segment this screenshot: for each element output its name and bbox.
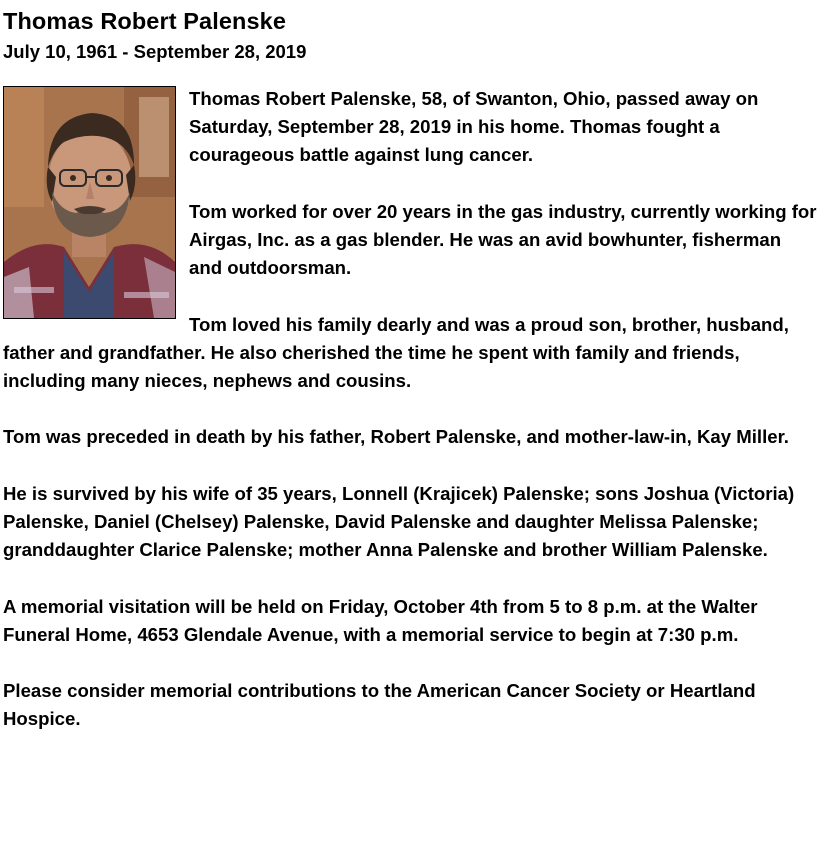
life-dates: July 10, 1961 - September 28, 2019: [3, 41, 307, 62]
paragraph: Tom loved his family dearly and was a proud son, brother, husband, father and grandfather. He also cherished the time he spent with family and friends, including many nieces, nephews and cousins.: [3, 313, 789, 391]
paragraph: Thomas Robert Palenske, 58, of Swanton, Ohio, passed away on Saturday, September 28, 2019 in his home. Thomas fought a courageous battle against lung cancer.: [189, 88, 759, 166]
paragraph: He is survived by his wife of 35 years, Lonnell (Krajicek) Palenske; sons Joshua (Victoria) Palenske, Daniel (Chelsey) Palenske, David Palenske and daughter Melissa Palenske; granddaughter Clarice Palenske; mother Anna Palenske and brother William Palenske.: [3, 482, 795, 561]
obituary-body: [3, 85, 819, 734]
page-title: Thomas Robert Palenske: [3, 8, 286, 34]
portrait-photo-icon: [4, 87, 175, 318]
paragraph: Tom worked for over 20 years in the gas industry, currently working for Airgas, Inc. as a gas blender. He was an avid bowhunter, fisherman and outdoorsman.: [189, 200, 817, 279]
obituary-page: [3, 0, 819, 734]
portrait-photo: [3, 86, 176, 319]
paragraph: A memorial visitation will be held on Friday, October 4th from 5 to 8 p.m. at the Walter Funeral Home, 4653 Glendale Avenue, with a memorial service to begin at 7:30 p.m.: [3, 595, 758, 645]
paragraph: Please consider memorial contributions to the American Cancer Society or Heartland Hospice.: [3, 680, 756, 730]
paragraph: Tom was preceded in death by his father, Robert Palenske, and mother-law-in, Kay Miller.: [3, 426, 789, 448]
